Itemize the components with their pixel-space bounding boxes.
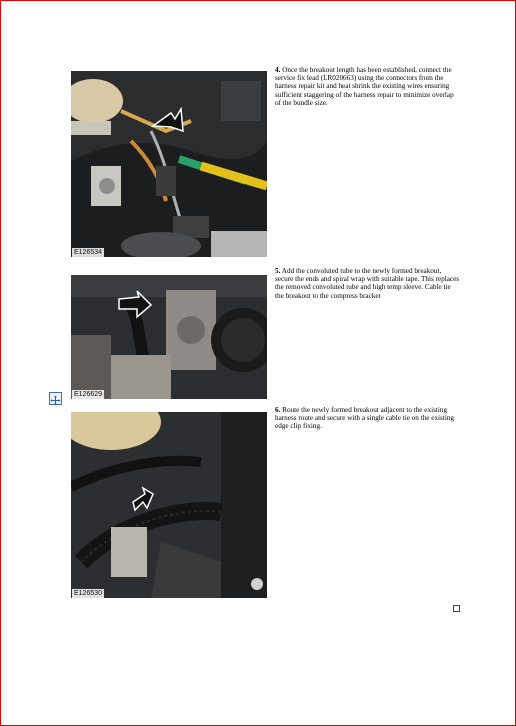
step-text: Once the breakout length has been established, connect the service fix lead (LR020663) using the connectors from the harness repair kit and heat shrink the existing wires ensuring sufficient staggering of the harness repair to minimize overlap of the bundle size. xyxy=(275,66,454,107)
step-number: 5. xyxy=(275,267,281,275)
step-4-instruction xyxy=(275,66,461,107)
figure-step-6 xyxy=(71,412,267,598)
step-5-instruction xyxy=(275,267,461,300)
paragraph-end-icon xyxy=(453,605,460,612)
figure-id-label: E126534 xyxy=(74,249,103,256)
step-number: 4. xyxy=(275,66,281,74)
step-text: Route the newly formed breakout adjacent to the existing harness route and secure with a single cable tie on the existing edge clip fixing. xyxy=(275,406,455,431)
step-text: Add the convoluted tube to the newly formed breakout, secure the ends and spiral wrap with suitable tape. This replaces the removed convoluted tube and high temp sleeve. Cable tie the breakout to the compress bracket xyxy=(275,267,460,300)
figure-step-5 xyxy=(71,275,267,399)
engine-bay-photo-step-4 xyxy=(71,71,267,257)
engine-bay-photo-step-6 xyxy=(71,412,267,598)
figure-step-4 xyxy=(71,71,267,257)
figure-id-label: E126530 xyxy=(74,590,103,597)
figure-id-label: E126629 xyxy=(74,391,103,398)
step-number: 6. xyxy=(275,406,281,414)
step-6-instruction xyxy=(275,406,461,431)
engine-bay-photo-step-5 xyxy=(71,275,267,399)
move-arrows-icon[interactable] xyxy=(49,392,62,405)
